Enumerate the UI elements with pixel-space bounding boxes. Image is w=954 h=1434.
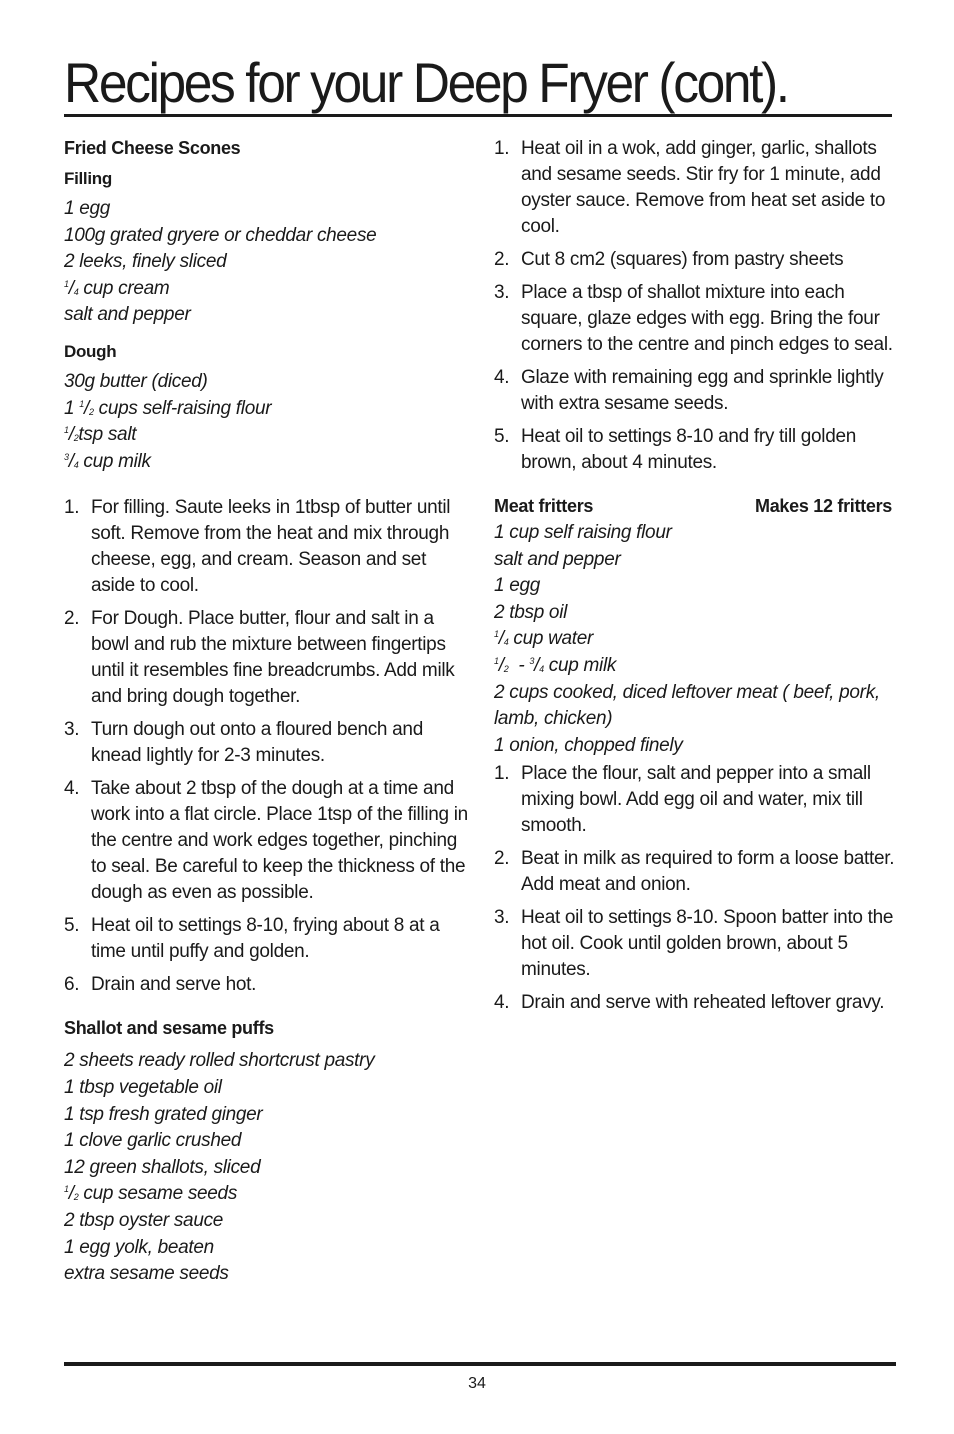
- ingredient: salt and pepper: [494, 548, 621, 570]
- step-item: 2. Beat in milk as required to form a loose batter. Add meat and onion.: [494, 848, 895, 896]
- step-item: 1. Heat oil in a wok, add ginger, garlic, shallots and sesame seeds. Stir fry for 1 minute, add oyster sauce. Remove from heat set aside to cool.: [494, 138, 886, 237]
- filling-heading: Filling: [64, 169, 112, 188]
- ingredient: 1 egg: [494, 575, 541, 597]
- ingredient: $^3/_4$ cup milk: [64, 450, 151, 472]
- step-item: 3. Turn dough out onto a floured bench and knead lightly for 2-3 minutes.: [64, 719, 423, 767]
- fritters-header: [494, 494, 892, 518]
- step-item: 2. Cut 8 cm2 (squares) from pastry sheets: [494, 249, 844, 270]
- step-item: 6. Drain and serve hot.: [64, 974, 257, 996]
- puffs-title: Shallot and sesame puffs: [64, 1018, 274, 1039]
- right-column: [494, 136, 898, 1028]
- ingredient: salt and pepper: [64, 304, 191, 326]
- step-item: 3. Place a tbsp of shallot mixture into each square, glaze edges with egg. Bring the four corners to the centre and pinch edges to seal.: [494, 282, 893, 355]
- ingredient: extra sesame seeds: [64, 1263, 229, 1285]
- ingredient: $^1/_4$ cup cream: [64, 277, 170, 299]
- step-item: 1. Place the flour, salt and pepper into a small mixing bowl. Add egg oil and water, mix till smooth.: [494, 763, 871, 837]
- ingredient: $^1/_2$ cup sesame seeds: [64, 1183, 238, 1205]
- step-item: 5. Heat oil to settings 8-10, frying about 8 at a time until puffy and golden.: [64, 915, 440, 963]
- step-item: 3. Heat oil to settings 8-10. Spoon batter into the hot oil. Cook until golden brown, about 5 minutes.: [494, 907, 894, 981]
- fritters-yield: Makes 12 fritters: [755, 496, 892, 516]
- step-item: 1. For filling. Saute leeks in 1tbsp of butter until soft. Remove from the heat and mix through cheese, egg, and cream. Season and set aside to cool.: [64, 497, 451, 597]
- ingredient: 2 leeks, finely sliced: [64, 251, 227, 273]
- dough-ingredients: [64, 369, 474, 475]
- dough-heading: Dough: [64, 341, 117, 361]
- scones-steps: [64, 495, 474, 998]
- ingredient: 100g grated gryere or cheddar cheese: [64, 224, 377, 246]
- ingredient: $^1/_2tsp$ salt: [64, 424, 137, 446]
- ingredient: 30g butter (diced): [64, 370, 208, 392]
- ingredient: 1 clove garlic crushed: [64, 1130, 242, 1152]
- ingredient: 2 tbsp oyster sauce: [64, 1209, 224, 1231]
- fritters-ingredients: [494, 520, 898, 759]
- fritters-steps: [494, 761, 898, 1016]
- left-column: [64, 136, 474, 1300]
- puffs-ingredients: [64, 1048, 474, 1287]
- ingredient: 1 egg yolk, beaten: [64, 1236, 214, 1258]
- puffs-steps: [494, 136, 898, 476]
- ingredient: 1 cup self raising flour: [494, 522, 672, 543]
- ingredient: 2 sheets ready rolled shortcrust pastry: [64, 1050, 375, 1072]
- page-title: Recipes for your Deep Fryer (cont).: [64, 51, 788, 114]
- step-item: 4. Take about 2 tbsp of the dough at a time and work into a flat circle. Place 1tsp of the filling in the centre and work edges together, pinching to seal. Be careful to keep the thickness of the dough as even as possible.: [64, 778, 468, 904]
- ingredient: 1 egg: [64, 198, 111, 219]
- ingredient: 1 onion, chopped finely: [494, 734, 683, 756]
- ingredient: 1 $^1/_2$ cups self-raising flour: [64, 397, 272, 419]
- ingredient: $^1/_4$ cup water: [494, 628, 594, 650]
- step-item: 4. Glaze with remaining egg and sprinkle lightly with extra sesame seeds.: [494, 367, 884, 414]
- fritters-title: Meat fritters: [494, 496, 594, 516]
- step-item: 2. For Dough. Place butter, flour and salt in a bowl and rub the mixture between fingertips until it resembles fine breadcrumbs. Add milk and bring dough together.: [64, 608, 455, 708]
- step-item: 4. Drain and serve with reheated leftover gravy.: [494, 992, 885, 1014]
- ingredient: 1 tsp fresh grated ginger: [64, 1103, 263, 1125]
- footer-rule: [64, 1362, 896, 1366]
- ingredient: 2 tbsp oil: [494, 601, 568, 623]
- step-item: 5. Heat oil to settings 8-10 and fry till golden brown, about 4 minutes.: [494, 426, 857, 473]
- title-underline: [64, 114, 892, 117]
- ingredient: 12 green shallots, sliced: [64, 1156, 261, 1178]
- filling-ingredients: [64, 196, 474, 329]
- scones-title: Fried Cheese Scones: [64, 138, 241, 158]
- ingredient: 2 cups cooked, diced leftover meat ( beef, pork, lamb, chicken): [494, 681, 880, 730]
- ingredient: 1 tbsp vegetable oil: [64, 1076, 222, 1098]
- ingredient: $^1/_2 - ^3/_4$ cup milk: [494, 654, 617, 676]
- page-number: 34: [468, 1375, 486, 1392]
